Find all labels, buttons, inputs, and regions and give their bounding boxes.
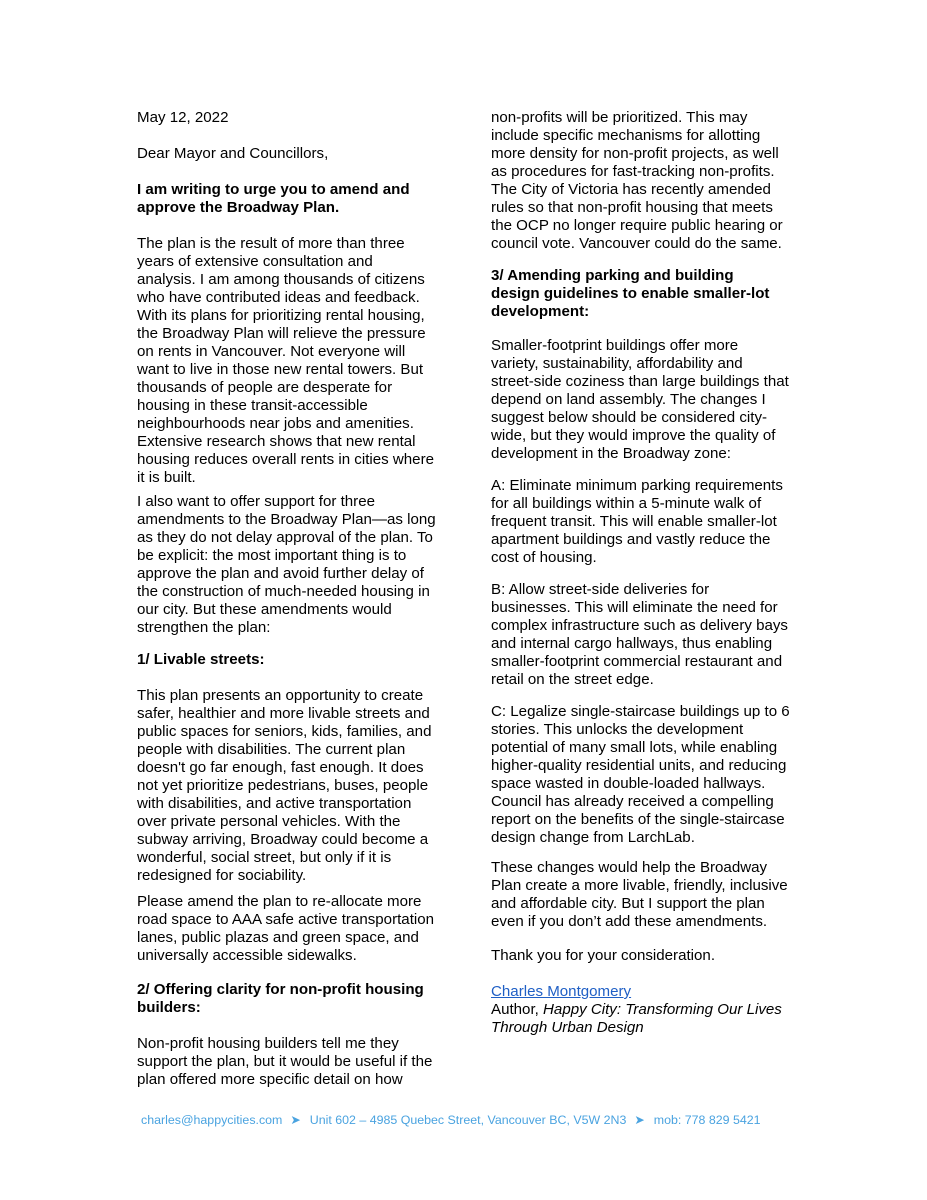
- footer-mobile: mob: 778 829 5421: [653, 1113, 761, 1127]
- salutation: Dear Mayor and Councillors,: [137, 145, 329, 162]
- heading-livable-streets: 1/ Livable streets:: [137, 651, 265, 668]
- paragraph-non-profit-cont: non-profits will be prioritized. This may include specific mechanisms for allotting more density for non-profit projects, as well as procedures for fast-tracking non-profits. The City of Victoria has recently amended rules so that non-profit housing that meets the OCP no longer require public hearing or council vote. Vancouver could do the same.: [491, 109, 783, 252]
- signature-name-link[interactable]: Charles Montgomery: [491, 983, 632, 1000]
- item-b-deliveries: B: Allow street-side deliveries for businesses. This will eliminate the need for complex infrastructure such as delivery bays and internal cargo hallways, thus enabling smaller-footprint commercial restaurant and retail on the street edge.: [491, 581, 788, 688]
- paragraph-smaller-footprint: Smaller-footprint buildings offer more variety, sustainability, affordability and street-side coziness than large buildings that depend on land assembly. The changes I suggest below should be considered city- wide, but they would improve the quality of development in the Broadway zone:: [491, 337, 789, 462]
- paragraph-non-profit-start: Non-profit housing builders tell me they support the plan, but it would be useful if the plan offered more specific detail on how: [137, 1035, 433, 1088]
- arrow-right-icon: ➤: [634, 1113, 645, 1127]
- paragraph-road-space: Please amend the plan to re-allocate more road space to AAA safe active transportation lanes, public plazas and green space, and universally accessible sidewalks.: [137, 893, 435, 964]
- paragraph-conclusion: These changes would help the Broadway Plan create a more livable, friendly, inclusive and affordable city. But I support the plan even if you don’t add these amendments.: [491, 859, 788, 930]
- item-a-parking: A: Eliminate minimum parking requirements for all buildings within a 5-minute walk of frequent transit. This will enable smaller-lot apartment buildings and vastly reduce the cost of housing.: [491, 477, 783, 566]
- signature-title-prefix: Author,: [491, 1001, 544, 1018]
- closing-line: Thank you for your consideration.: [491, 947, 716, 964]
- signature-block: [491, 983, 801, 1037]
- letter-date: May 12, 2022: [137, 109, 229, 126]
- footer-address: Unit 602 – 4985 Quebec Street, Vancouver BC, V5W 2N3: [309, 1113, 627, 1127]
- paragraph-livable-streets: This plan presents an opportunity to create safer, healthier and more livable streets and public spaces for seniors, kids, families, and people with disabilities. The current plan doesn't go far enough, fast enough. It does not yet prioritize pedestrians, buses, people with disabilities, and active transportation over private personal vehicles. With the subway arriving, Broadway could become a wonderful, social street, but only if it is redesigned for sociability.: [137, 687, 432, 884]
- paragraph-amendments: I also want to offer support for three amendments to the Broadway Plan—as long as they do not delay approval of the plan. To be explicit: the most important thing is to approve the plan and avoid further delay of the construction of much-needed housing in our city. But these amendments would strengthen the plan:: [137, 493, 436, 636]
- item-c-staircase: C: Legalize single-staircase buildings up to 6 stories. This unlocks the development potential of many small lots, while enabling higher-quality residential units, and reducing space wasted in double-loaded hallways. Council has already received a compelling report on the benefits of the single-staircase design change from LarchLab.: [491, 703, 790, 846]
- arrow-right-icon: ➤: [290, 1113, 301, 1127]
- signature-book-title: Happy City: Transforming Our Lives Through Urban Design: [491, 1001, 782, 1036]
- letterhead-footer: [141, 1112, 841, 1128]
- paragraph-plan-result: The plan is the result of more than three years of extensive consultation and analysis. I am among thousands of citizens who have contributed ideas and feedback. With its plans for prioritizing rental housing, the Broadway Plan will relieve the pressure on rents in Vancouver. Not everyone will want to live in those new rental towers. But thousands of people are desperate for housing in these transit-accessible neighbourhoods near jobs and amenities. Extensive research shows that new rental housing reduces overall rents in cities where it is built.: [137, 235, 434, 486]
- intro-statement: I am writing to urge you to amend and approve the Broadway Plan.: [137, 181, 410, 216]
- heading-parking-design: 3/ Amending parking and building design guidelines to enable smaller-lot development:: [491, 267, 770, 320]
- footer-email[interactable]: charles@happycities.com: [141, 1113, 283, 1127]
- heading-non-profit: 2/ Offering clarity for non-profit housing builders:: [137, 981, 424, 1016]
